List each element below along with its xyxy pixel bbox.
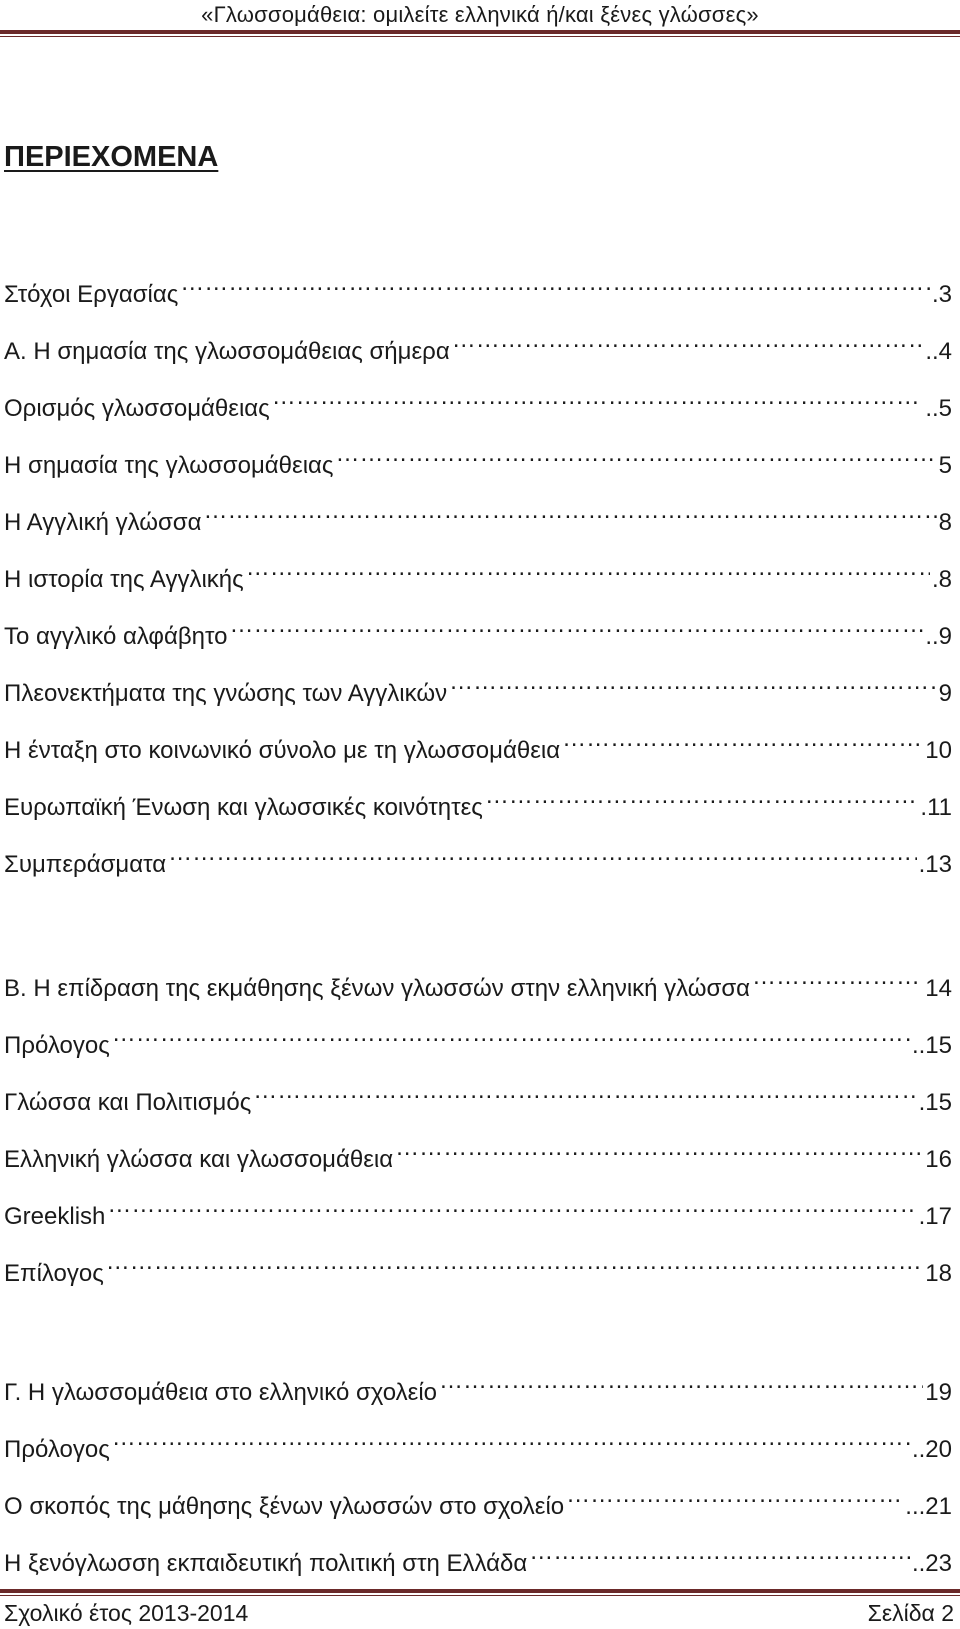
toc-entry-page: 8	[938, 509, 952, 536]
toc-entry-label: Στόχοι Εργασίας	[4, 281, 179, 308]
toc-entry[interactable]	[4, 443, 952, 481]
toc-leader-dots	[439, 1370, 923, 1400]
toc-entry[interactable]	[4, 329, 952, 367]
toc-entry-page: .17	[918, 1203, 952, 1230]
header-rule	[0, 30, 960, 34]
toc-leader-dots	[107, 1194, 916, 1224]
toc-entry[interactable]	[4, 842, 952, 880]
page-footer	[0, 1589, 960, 1629]
toc-leader-dots	[106, 1251, 924, 1281]
toc-leader-dots	[449, 671, 937, 701]
toc-entry[interactable]	[4, 557, 952, 595]
toc-entry-label: Επίλογος	[4, 1260, 104, 1287]
toc-leader-dots	[168, 842, 917, 872]
toc-entry-page: ...21	[905, 1493, 952, 1520]
toc-entry[interactable]	[4, 1080, 952, 1118]
toc-entry-page: ..20	[911, 1436, 952, 1463]
toc-title: ΠΕΡΙΕΧΟΜΕΝΑ	[4, 141, 219, 173]
toc-entry-label: Ορισμός γλωσσομάθειας	[4, 395, 270, 422]
toc-entry-label: Η Αγγλική γλώσσα	[4, 509, 202, 536]
header-rule-thin	[0, 36, 960, 37]
toc-entry-label: Η σημασία της γλωσσομάθειας	[4, 452, 334, 479]
toc-leader-dots	[752, 966, 923, 996]
toc-leader-dots	[529, 1541, 910, 1571]
toc-entry[interactable]	[4, 728, 952, 766]
toc-leader-dots	[230, 614, 924, 644]
toc-entry-page: ..15	[911, 1032, 952, 1059]
toc-entry-label: Το αγγλικό αλφάβητο	[4, 623, 228, 650]
toc-entry-label: Η ένταξη στο κοινωνικό σύνολο με τη γλωσσομάθεια	[4, 737, 561, 764]
page-header	[0, 0, 960, 40]
toc-entry-label: Γ. Η γλωσσομάθεια στο ελληνικό σχολείο	[4, 1379, 437, 1406]
toc-entry-label: Πλεονεκτήματα της γνώσης των Αγγλικών	[4, 680, 448, 707]
toc-leader-dots	[253, 1080, 916, 1110]
toc-entry-page: 10	[925, 737, 952, 764]
toc-entry-label: Συμπεράσματα	[4, 851, 167, 878]
toc-leader-dots	[485, 785, 919, 815]
toc-entry-label: Β. Η επίδραση της εκμάθησης ξένων γλωσσών στην ελληνική γλώσσα	[4, 975, 751, 1002]
footer-rule-thin	[0, 1595, 960, 1596]
toc-entry[interactable]	[4, 966, 952, 1004]
toc-entry[interactable]	[4, 785, 952, 823]
toc-entry[interactable]	[4, 1194, 952, 1232]
toc-leader-dots	[112, 1427, 910, 1457]
toc-entry-page: .15	[918, 1089, 952, 1116]
toc-entry-label: Ευρωπαϊκή Ένωση και γλωσσικές κοινότητες	[4, 794, 483, 821]
toc-entry-label: Πρόλογος	[4, 1032, 110, 1059]
toc-leader-dots	[112, 1023, 910, 1053]
toc-leader-dots	[246, 557, 930, 587]
footer-rule	[0, 1589, 960, 1593]
toc-entry-page: 14	[925, 975, 952, 1002]
toc-leader-dots	[566, 1484, 903, 1514]
toc-entry-page: ..23	[911, 1550, 952, 1577]
toc-entry-label: Greeklish	[4, 1203, 106, 1230]
toc-leader-dots	[272, 386, 924, 416]
toc-leader-dots	[203, 500, 936, 530]
toc-entry[interactable]	[4, 500, 952, 538]
toc-entry[interactable]	[4, 614, 952, 652]
toc-leader-dots	[180, 272, 930, 302]
footer-page-number: Σελίδα 2	[867, 1600, 954, 1626]
toc-entry[interactable]	[4, 1370, 952, 1408]
toc-leader-dots	[335, 443, 936, 473]
toc-leader-dots	[395, 1137, 923, 1167]
toc-entry[interactable]	[4, 272, 952, 310]
toc-leader-dots	[452, 329, 924, 359]
footer-school-year: Σχολικό έτος 2013-2014	[4, 1600, 249, 1626]
toc-entry-page: .13	[918, 851, 952, 878]
toc-entry-label: Πρόλογος	[4, 1436, 110, 1463]
toc-entry[interactable]	[4, 1541, 952, 1579]
toc-entry[interactable]	[4, 1251, 952, 1289]
toc-entry-page: .3	[931, 281, 952, 308]
toc-entry-page: 5	[938, 452, 952, 479]
toc-entry-page: ..5	[925, 395, 952, 422]
toc-entry-label: Ο σκοπός της μάθησης ξένων γλωσσών στο σχολείο	[4, 1493, 565, 1520]
toc-entry[interactable]	[4, 671, 952, 709]
toc-entry-page: .11	[920, 794, 952, 821]
toc-entry[interactable]	[4, 1137, 952, 1175]
toc-entry-label: Γλώσσα και Πολιτισμός	[4, 1089, 252, 1116]
toc-entry[interactable]	[4, 1427, 952, 1465]
toc-entry-page: ..9	[925, 623, 952, 650]
toc-leader-dots	[562, 728, 923, 758]
toc-entry-page: .8	[931, 566, 952, 593]
toc-entry-label: Η ιστορία της Αγγλικής	[4, 566, 244, 593]
toc-entry[interactable]	[4, 1023, 952, 1061]
header-title: «Γλωσσομάθεια: ομιλείτε ελληνικά ή/και ξένες γλώσσες»	[201, 2, 759, 27]
toc-entry-page: ..4	[925, 338, 952, 365]
toc-entry-label: Η ξενόγλωσση εκπαιδευτική πολιτική στη Ελλάδα	[4, 1550, 528, 1577]
toc-entry-label: Ελληνική γλώσσα και γλωσσομάθεια	[4, 1146, 394, 1173]
toc-entry-page: 19	[925, 1379, 952, 1406]
toc-entry[interactable]	[4, 386, 952, 424]
toc-entry[interactable]	[4, 1484, 952, 1522]
toc-entry-label: Α. Η σημασία της γλωσσομάθειας σήμερα	[4, 338, 450, 365]
toc-entry-page: 9	[938, 680, 952, 707]
toc-entry-page: 16	[925, 1146, 952, 1173]
toc-entry-page: 18	[925, 1260, 952, 1287]
